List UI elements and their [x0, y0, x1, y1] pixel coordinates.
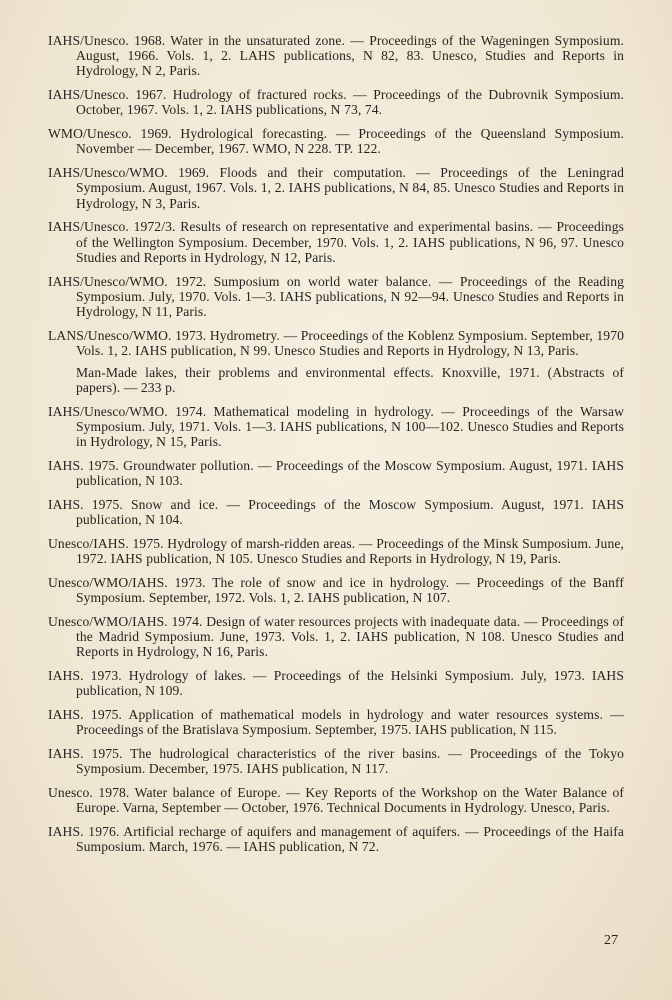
reference-entry: IAHS/Unesco. 1968. Water in the unsaturated zone. — Proceedings of the Wageningen Symposium. August, 1966. Vols. 1, 2. LAHS publications, N 82, 83. Unesco, Studies and Reports in Hydrology, N 2, Paris.: [48, 33, 624, 79]
reference-entry: IAHS. 1975. Snow and ice. — Proceedings of the Moscow Symposium. August, 1971. IAHS publication, N 104.: [48, 497, 624, 528]
reference-entry: IAHS. 1976. Artificial recharge of aquifers and management of aquifers. — Proceedings of the Haifa Sumposium. March, 1976. — IAHS publication, N 72.: [48, 824, 624, 855]
reference-entry: IAHS/Unesco/WMO. 1969. Floods and their computation. — Proceedings of the Leningrad Symposium. August, 1967. Vols. 1, 2. IAHS publications, N 84, 85. Unesco Studies and Reports in Hydrology, N 3, Paris.: [48, 165, 624, 211]
reference-entry: IAHS. 1975. The hudrological characteristics of the river basins. — Proceedings of the Tokyo Symposium. December, 1975. IAHS publication, N 117.: [48, 746, 624, 777]
reference-entry: Unesco/IAHS. 1975. Hydrology of marsh-ridden areas. — Proceedings of the Minsk Sumposium. June, 1972. IAHS publication, N 105. Unesco Studies and Reports in Hydrology, N 19, Paris.: [48, 536, 624, 567]
reference-entry: Unesco/WMO/IAHS. 1974. Design of water resources projects with inadequate data. — Proceedings of the Madrid Symposium. June, 1973. Vols. 1, 2. IAHS publication, N 108. Unesco Studies and Reports in Hydrology, N 16, Paris.: [48, 614, 624, 660]
reference-entry: LANS/Unesco/WMO. 1973. Hydrometry. — Proceedings of the Koblenz Symposium. September, 1970 Vols. 1, 2. IAHS publication, N 99. Unesco Studies and Reports in Hydrology, N 13, Paris.: [48, 327, 624, 359]
reference-entry: IAHS. 1973. Hydrology of lakes. — Proceedings of the Helsinki Symposium. July, 1973. IAHS publication, N 109.: [48, 668, 624, 699]
reference-list: [48, 33, 624, 863]
reference-entry: IAHS. 1975. Application of mathematical models in hydrology and water resources systems. — Proceedings of the Bratislava Symposium. September, 1975. IAHS publication, N 115.: [48, 707, 624, 738]
reference-entry: Unesco/WMO/IAHS. 1973. The role of snow and ice in hydrology. — Proceedings of the Banff Symposium. September, 1972. Vols. 1, 2. IAHS publication, N 107.: [48, 575, 624, 606]
reference-entry: IAHS/Unesco/WMO. 1974. Mathematical modeling in hydrology. — Proceedings of the Warsaw Symposium. July, 1971. Vols. 1—3. IAHS publications, N 100—102. Unesco Studies and Reports in Hydrology, N 15, Paris.: [48, 403, 624, 450]
reference-entry: IAHS/Unesco. 1972/3. Results of research on representative and experimental basins. — Proceedings of the Wellington Symposium. December, 1970. Vols. 1, 2. IAHS publications, N 96, 97. Unesco Studies and Reports in Hydrology, N 12, Paris.: [48, 219, 624, 265]
reference-entry: Man-Made lakes, their problems and environmental effects. Knoxville, 1971. (Abstracts of papers). — 233 p.: [76, 364, 624, 396]
reference-entry: IAHS. 1975. Groundwater pollution. — Proceedings of the Moscow Symposium. August, 1971. IAHS publication, N 103.: [48, 458, 624, 489]
reference-entry: WMO/Unesco. 1969. Hydrological forecasting. — Proceedings of the Queensland Symposium. November — December, 1967. WMO, N 228. TP. 122.: [48, 126, 624, 157]
page-number: 27: [604, 933, 618, 948]
reference-entry: IAHS/Unesco/WMO. 1972. Sumposium on world water balance. — Proceedings of the Reading Symposium. July, 1970. Vols. 1—3. IAHS publications, N 92—94. Unesco Studies and Reports in Hydrology, N 11, Paris.: [48, 273, 624, 320]
reference-entry: IAHS/Unesco. 1967. Hudrology of fractured rocks. — Proceedings of the Dubrovnik Symposium. October, 1967. Vols. 1, 2. IAHS publications, N 73, 74.: [48, 87, 624, 118]
reference-entry: Unesco. 1978. Water balance of Europe. — Key Reports of the Workshop on the Water Balance of Europe. Varna, September — October, 1976. Technical Documents in Hydrology. Unesco, Paris.: [48, 785, 624, 816]
